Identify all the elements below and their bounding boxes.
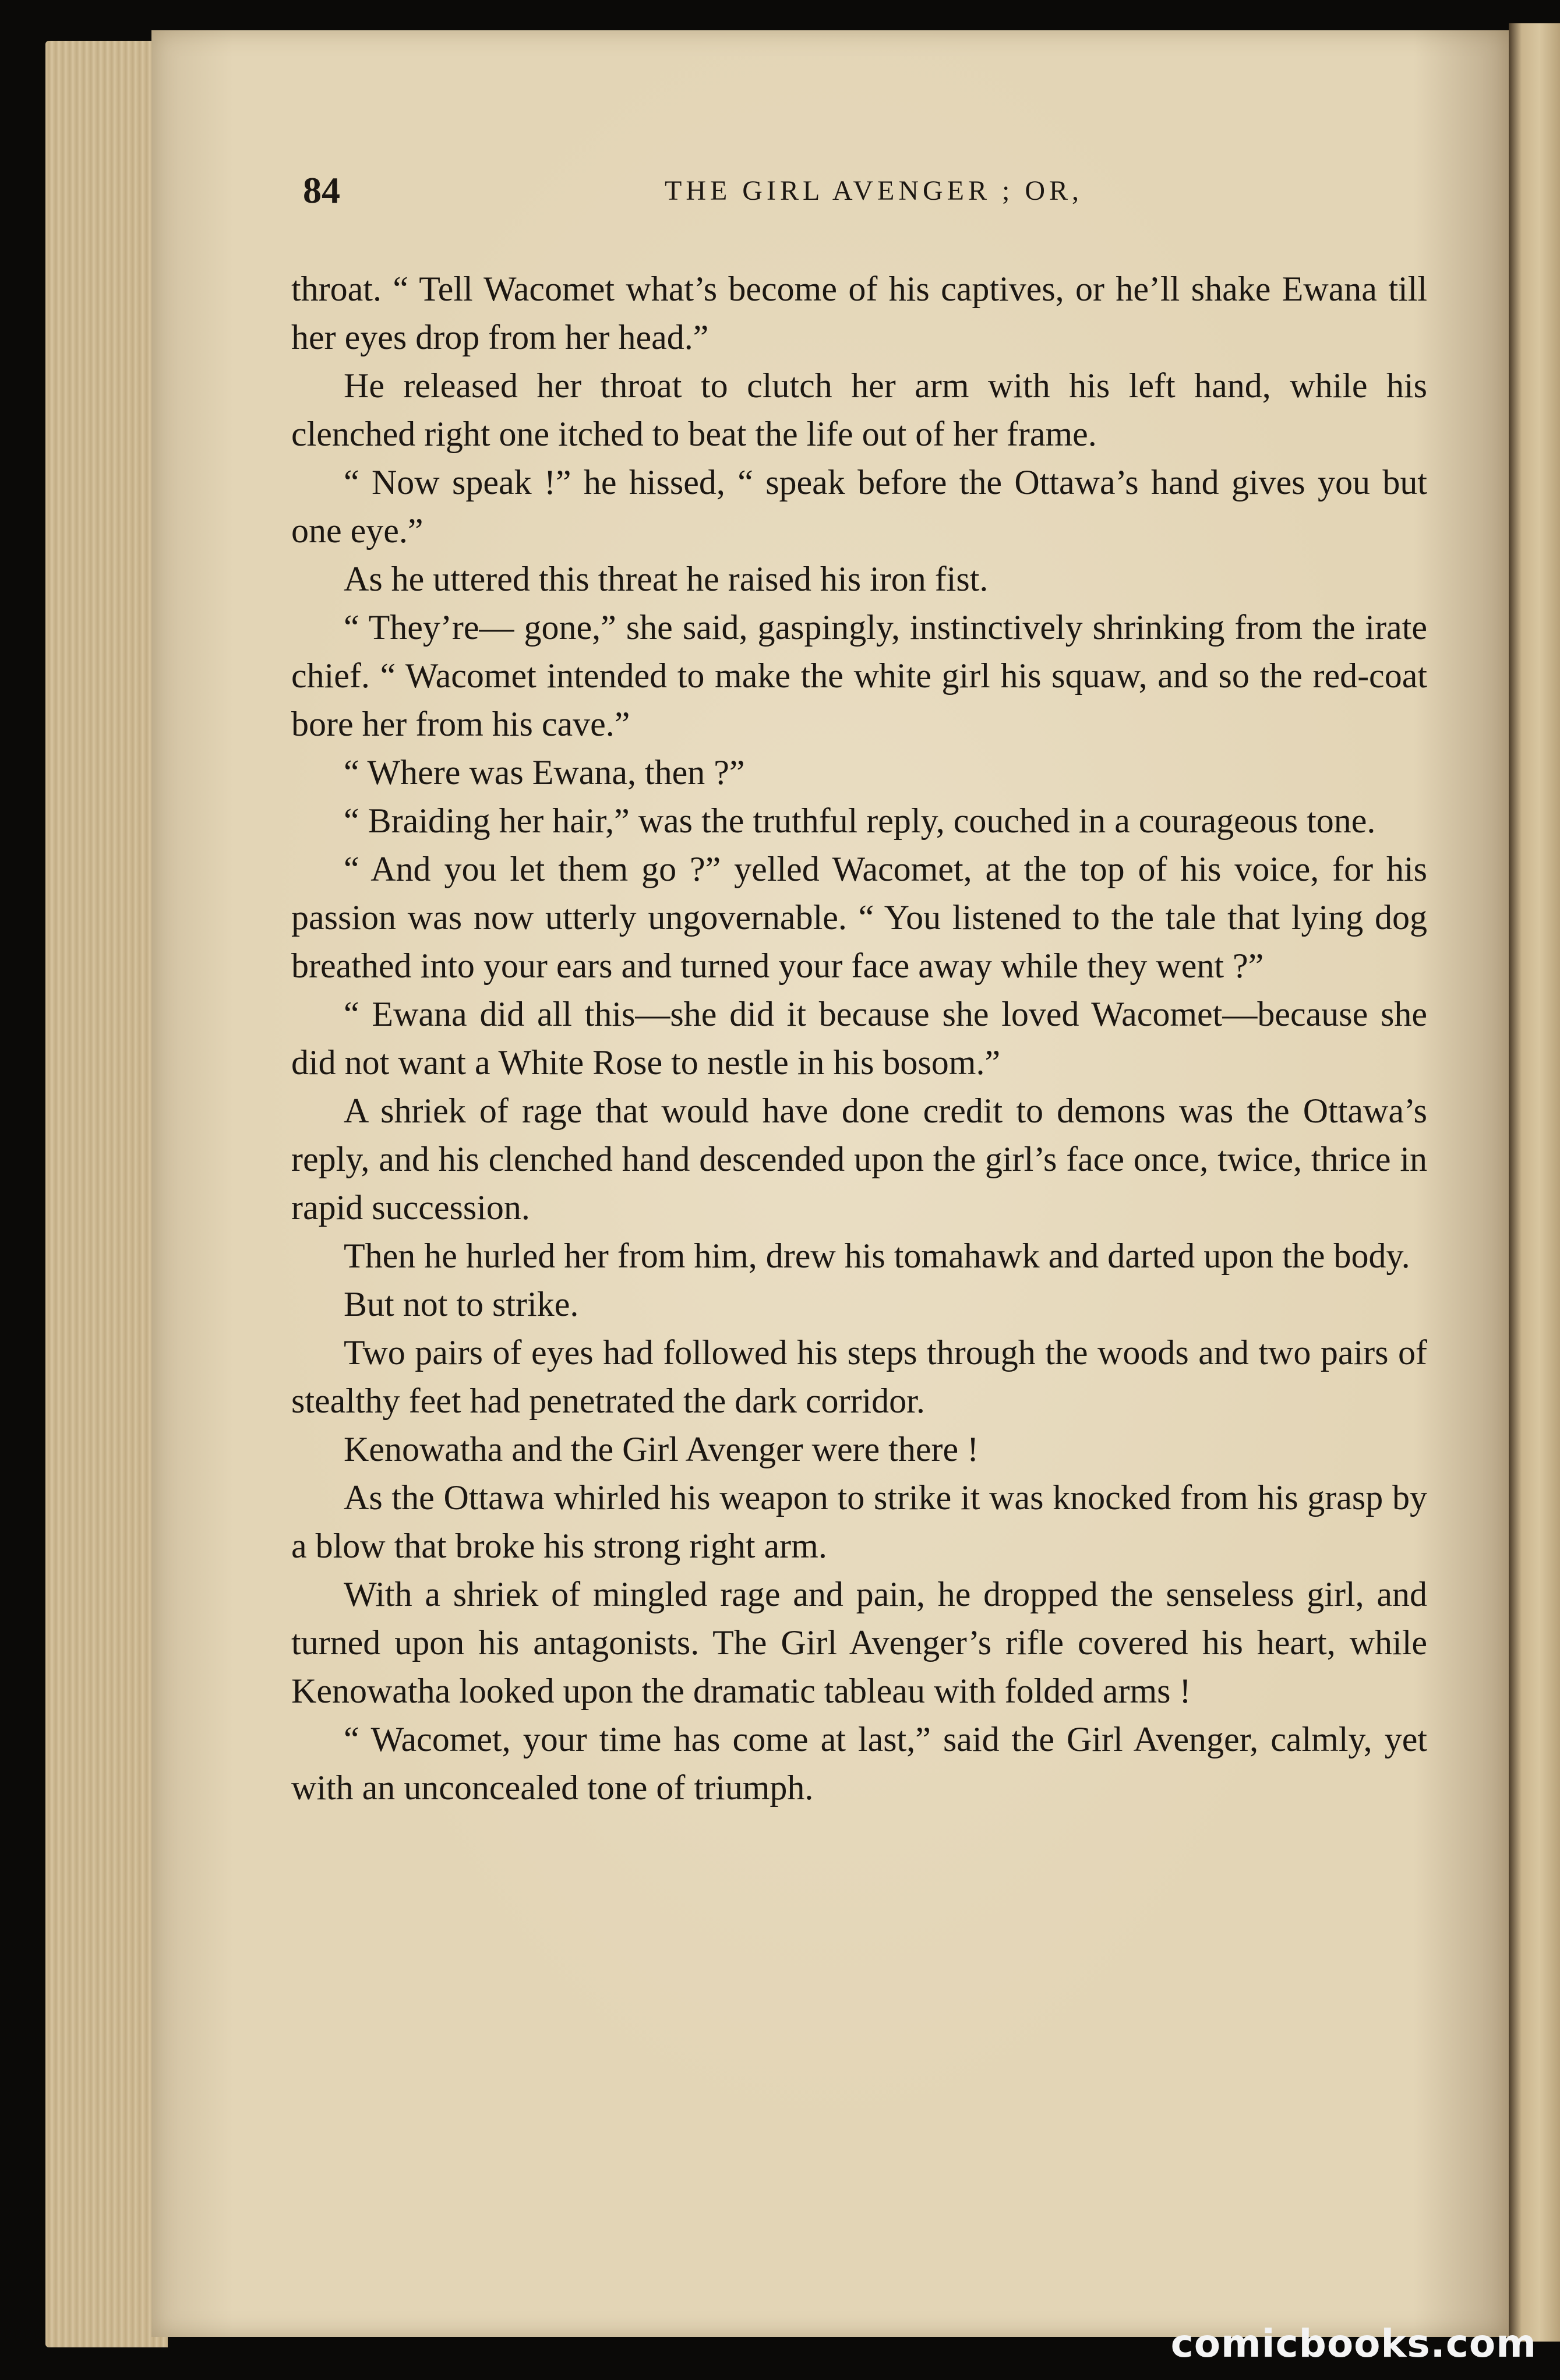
paragraph: “ Where was Ewana, then ?” bbox=[344, 753, 745, 792]
watermark: comicbooks.com bbox=[1170, 2321, 1537, 2366]
paragraph: “ And you let them go ?” yelled Wacomet, at the top of his voice, for his passion was now utterly ungovernable. “ You listened to the tale that lying dog breathed into your ears and turned your face away while they went ?” bbox=[291, 850, 1427, 985]
body-text bbox=[291, 265, 1427, 1812]
paragraph: Then he hurled her from him, drew his tomahawk and darted upon the body. bbox=[344, 1237, 1410, 1275]
paragraph: Kenowatha and the Girl Avenger were there ! bbox=[344, 1430, 979, 1468]
paragraph: He released her throat to clutch her arm with his left hand, while his clenched right one itched to beat the life out of her frame. bbox=[291, 366, 1427, 453]
paragraph: “ They’re— gone,” she said, gaspingly, instinctively shrinking from the irate chief. “ Wacomet intended to make the white girl his squaw, and so the red-coat bore her from his cave.” bbox=[291, 608, 1427, 743]
running-title: THE GIRL AVENGER ; OR, bbox=[665, 175, 1083, 206]
paragraph: A shriek of rage that would have done credit to demons was the Ottawa’s reply, and his clenched hand descended upon the girl’s face once, twice, thrice in rapid succession. bbox=[291, 1092, 1427, 1227]
paragraph: “ Wacomet, your time has come at last,” said the Girl Avenger, calmly, yet with an unconcealed tone of triumph. bbox=[291, 1720, 1427, 1807]
page-edges bbox=[45, 41, 168, 2347]
page-number: 84 bbox=[303, 170, 340, 211]
running-head bbox=[303, 169, 1445, 216]
paragraph: Two pairs of eyes had followed his steps through the woods and two pairs of stealthy feet had penetrated the dark corridor. bbox=[291, 1333, 1427, 1420]
paragraph: As he uttered this threat he raised his iron fist. bbox=[344, 560, 989, 598]
paragraph: As the Ottawa whirled his weapon to strike it was knocked from his grasp by a blow that broke his strong right arm. bbox=[291, 1478, 1427, 1565]
paragraph: “ Braiding her hair,” was the truthful reply, couched in a courageous tone. bbox=[344, 801, 1376, 840]
paragraph: With a shriek of mingled rage and pain, he dropped the senseless girl, and turned upon his antagonists. The Girl Avenger’s rifle covered his heart, while Kenowatha looked upon the dramatic tableau with folded arms ! bbox=[291, 1575, 1427, 1710]
paragraph: “ Ewana did all this—she did it because she loved Wacomet—because she did not want a White Rose to nestle in his bosom.” bbox=[291, 995, 1427, 1082]
adjacent-page-edge bbox=[1509, 23, 1560, 2342]
paragraph: But not to strike. bbox=[344, 1285, 579, 1323]
paragraph: “ Now speak !” he hissed, “ speak before the Ottawa’s hand gives you but one eye.” bbox=[291, 463, 1427, 550]
paragraph: throat. “ Tell Wacomet what’s become of his captives, or he’ll shake Ewana till her eyes drop from her head.” bbox=[291, 270, 1427, 356]
